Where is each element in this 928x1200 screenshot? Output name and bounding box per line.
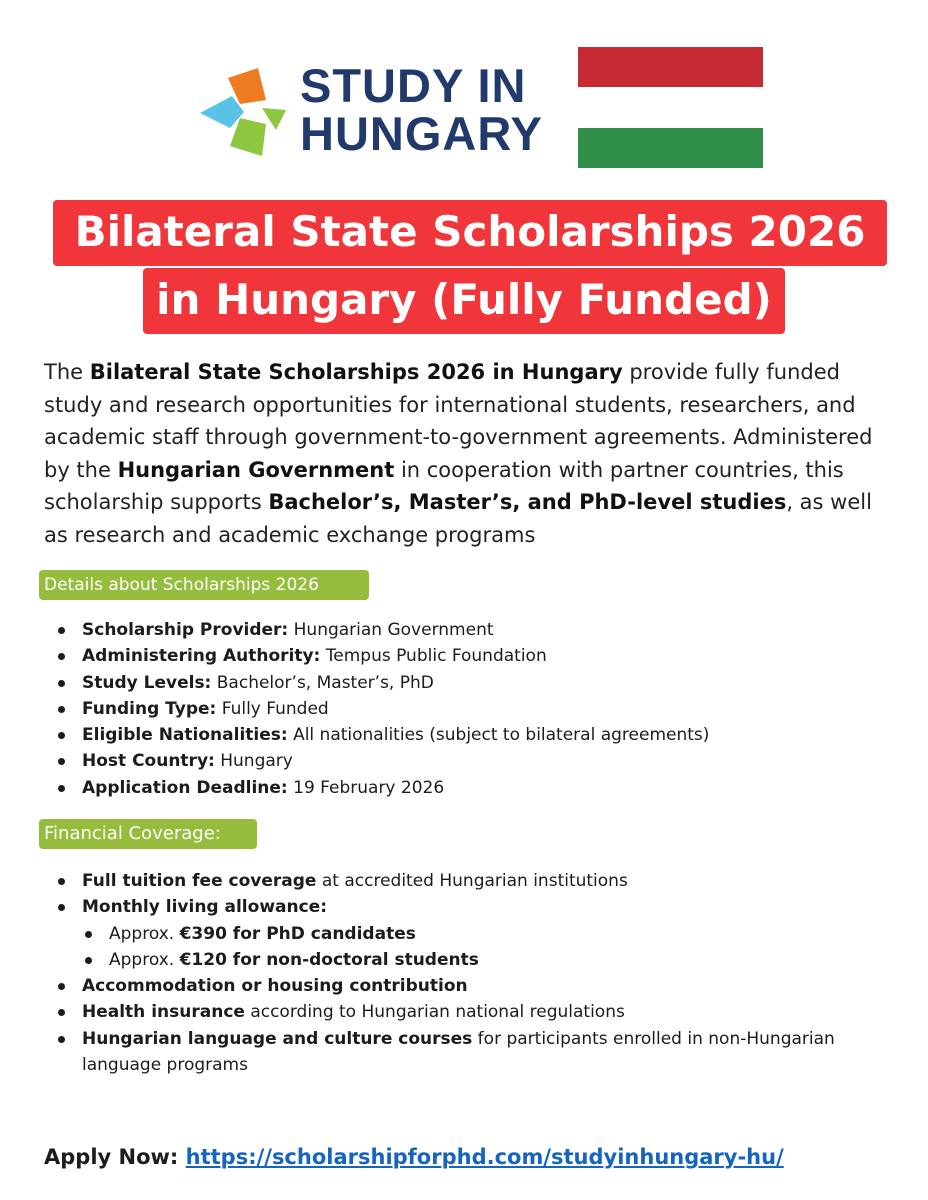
item-label: Eligible Nationalities:: [82, 725, 288, 746]
item-label: Accommodation or housing contribution: [82, 976, 468, 997]
item-value: at accredited Hungarian institutions: [316, 871, 628, 891]
item-label: Monthly living allowance:: [82, 897, 327, 918]
flag-stripe-white: [578, 87, 763, 127]
item-label: Full tuition fee coverage: [82, 871, 317, 891]
item-label: €390 for PhD candidates: [179, 923, 416, 944]
item-label: Study Levels:: [82, 672, 212, 693]
apply-label: Apply Now:: [44, 1145, 186, 1169]
item-label: €120 for non-doctoral students: [179, 949, 479, 970]
item-value: Fully Funded: [216, 698, 329, 719]
intro-text-1: The: [44, 360, 90, 384]
coverage-list: [58, 868, 878, 1078]
item-value: for participants enrolled in non-Hungarian language programs: [82, 1028, 835, 1076]
list-item: [58, 775, 878, 801]
item-label: Health insurance: [82, 1002, 245, 1023]
item-value: Bachelor’s, Master’s, PhD: [211, 672, 434, 693]
item-label: Application Deadline:: [82, 777, 288, 798]
list-item: [58, 973, 878, 999]
title-line-1: Bilateral State Scholarships 2026: [53, 200, 887, 266]
list-item: [58, 617, 878, 643]
title-line-2: in Hungary (Fully Funded): [143, 268, 785, 334]
item-value: All nationalities (subject to bilateral agreements): [287, 725, 710, 746]
intro-text-3: in cooperation with partner countries, this scholarship supports: [44, 457, 844, 514]
intro-bold-1: Bilateral State Scholarships 2026 in Hungary: [89, 360, 623, 384]
item-value: according to Hungarian national regulations: [244, 1002, 625, 1023]
list-item: [58, 748, 878, 774]
item-prefix: Approx.: [109, 923, 180, 944]
flag-stripe-green: [578, 128, 763, 168]
item-label: Host Country:: [82, 751, 215, 772]
details-list: [58, 617, 878, 801]
intro-text-2: provide fully funded study and research opportunities for international students, researchers, and academic staff through government-to-government agreements. Administered by the: [44, 360, 873, 482]
hungary-flag: [578, 47, 763, 168]
list-item: [58, 894, 878, 920]
apply-link[interactable]: https://scholarshipforphd.com/studyinhungary-hu/: [185, 1145, 784, 1169]
list-item: [58, 868, 878, 894]
item-value: 19 February 2026: [287, 777, 445, 798]
apply-now: [44, 1145, 784, 1169]
logo-line-2: HUNGARY: [300, 107, 543, 160]
list-item: [58, 999, 878, 1025]
list-item: [58, 1026, 878, 1079]
list-item: [58, 722, 878, 748]
intro-text-4: , as well as research and academic exchange programs: [44, 490, 872, 547]
list-item: [58, 670, 878, 696]
item-label: Funding Type:: [82, 698, 217, 719]
item-label: Administering Authority:: [82, 646, 321, 667]
list-item: [58, 696, 878, 722]
item-label: Hungarian language and culture courses: [82, 1028, 473, 1049]
coverage-heading: Financial Coverage:: [39, 819, 257, 849]
item-value: Tempus Public Foundation: [320, 646, 547, 667]
study-in-hungary-logo: [200, 59, 570, 162]
item-value: Hungarian Government: [288, 620, 494, 640]
item-label: Scholarship Provider:: [82, 620, 289, 640]
flag-stripe-red: [578, 47, 763, 87]
item-prefix: Approx.: [109, 949, 180, 970]
list-item: [58, 643, 878, 669]
details-heading: Details about Scholarships 2026: [39, 570, 369, 600]
logo-line-1: STUDY IN: [300, 59, 527, 112]
sub-list-item: [58, 947, 878, 973]
intro-paragraph: [44, 356, 894, 551]
intro-bold-2: Hungarian Government: [117, 457, 395, 482]
item-value: Hungary: [214, 751, 293, 772]
intro-bold-3: Bachelor’s, Master’s, and PhD-level studies: [268, 490, 787, 514]
sub-list-item: [58, 921, 878, 947]
logo-star-icon: [200, 68, 290, 158]
